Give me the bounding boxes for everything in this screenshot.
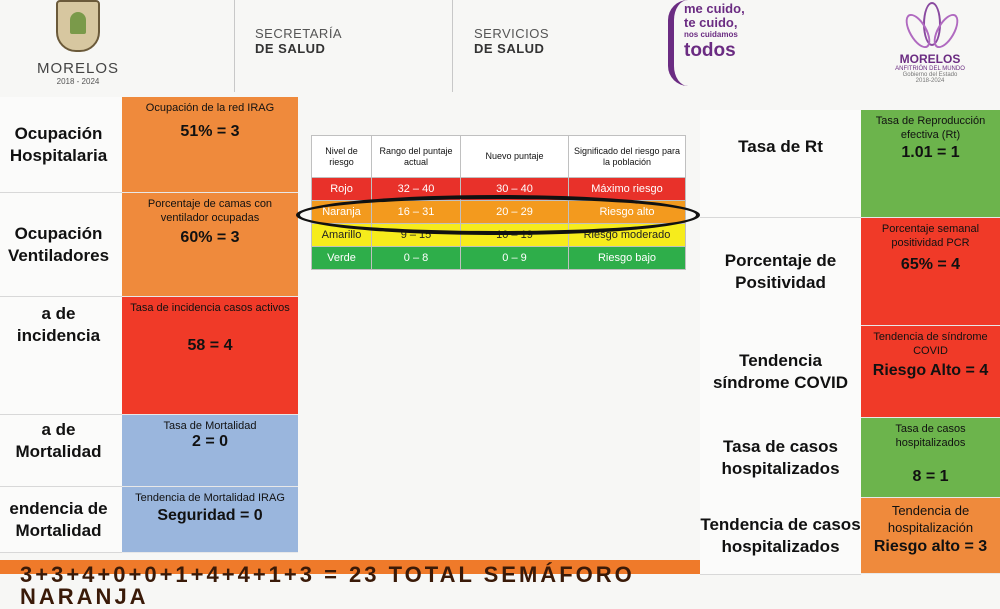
cell-significado: Máximo riesgo [569, 178, 686, 201]
indicator-ventiladores: Porcentaje de camas con ventilador ocupadas 60% = 3 [122, 193, 298, 297]
label-ocupacion-hospitalaria: Ocupación Hospitalaria [0, 97, 122, 193]
label-tendencia-sindrome: Tendencia síndrome COVID [700, 326, 861, 419]
indicator-sindrome-covid: Tendencia de síndrome COVID Riesgo Alto = 4 [861, 326, 1000, 418]
label-tasa-rt: Tasa de Rt [700, 110, 861, 218]
indicator-irag: Ocupación de la red IRAG 51% = 3 [122, 97, 298, 193]
indicator-incidencia: Tasa de incidencia casos activos 58 = 4 [122, 297, 298, 415]
cell-nuevo: 20 – 29 [461, 201, 569, 224]
label-tendencia-hospitalizados: Tendencia de casos hospitalizados [700, 498, 861, 575]
cell-nuevo: 10 – 19 [461, 224, 569, 247]
label-positividad: Porcentaje de Positividad [700, 218, 861, 327]
label-ocupacion-ventiladores: Ocupación Ventiladores [0, 193, 122, 297]
servicios-salud-logo: SERVICIOS DE SALUD [474, 26, 550, 56]
indicator-positividad: Porcentaje semanal positividad PCR 65% = 4 [861, 218, 1000, 326]
cell-nuevo: 30 – 40 [461, 178, 569, 201]
cell-rango: 32 – 40 [372, 178, 461, 201]
campaign-logo: me cuido, te cuido, nos cuidamos todos [668, 0, 758, 88]
indicator-tendencia-mortalidad: Tendencia de Mortalidad IRAG Seguridad = 0 [122, 487, 298, 553]
cell-nivel: Verde [312, 247, 372, 270]
indicator-rt: Tasa de Reproducción efectiva (Rt) 1.01 = 1 [861, 110, 1000, 218]
gobierno-morelos-logo: MORELOS ANFITRIÓN DEL MUNDO Gobierno del Estado 2018-2024 [880, 0, 980, 95]
highlight-ellipse [296, 195, 700, 235]
table-row [312, 247, 686, 270]
indicator-mortalidad: Tasa de Mortalidad 2 = 0 [122, 415, 298, 487]
cell-rango: 9 – 15 [372, 224, 461, 247]
cell-significado: Riesgo moderado [569, 224, 686, 247]
cell-nivel: Rojo [312, 178, 372, 201]
flower-icon [901, 0, 959, 52]
cell-significado: Riesgo alto [569, 201, 686, 224]
cell-rango: 0 – 8 [372, 247, 461, 270]
cell-significado: Riesgo bajo [569, 247, 686, 270]
total-footer-banner: 3+3+4+0+0+1+4+4+1+3 = 23 TOTAL SEMÁFORO NARANJA [0, 560, 700, 574]
cell-nuevo: 0 – 9 [461, 247, 569, 270]
indicator-tendencia-hospitalizacion: Tendencia de hospitalización Riesgo alto = 3 [861, 498, 1000, 574]
indicator-hospitalizados: Tasa de casos hospitalizados 8 = 1 [861, 418, 1000, 498]
cell-rango: 16 – 31 [372, 201, 461, 224]
label-tendencia-mortalidad: endencia de Mortalidad [0, 487, 122, 553]
coat-of-arms-icon [56, 0, 100, 52]
table-header-row: Nivel de riesgo Rango del puntaje actual Nuevo puntaje Significado del riesgo para la población [312, 136, 686, 178]
label-tasa-mortalidad: a de Mortalidad [0, 415, 122, 487]
secretaria-salud-logo: SECRETARÍA DE SALUD [255, 26, 343, 56]
label-tasa-incidencia: a de incidencia [0, 297, 122, 415]
cell-nivel: Amarillo [312, 224, 372, 247]
morelos-logo: MORELOS 2018 - 2024 [28, 0, 128, 92]
cell-nivel: Naranja [312, 201, 372, 224]
label-tasa-hospitalizados: Tasa de casos hospitalizados [700, 418, 861, 499]
